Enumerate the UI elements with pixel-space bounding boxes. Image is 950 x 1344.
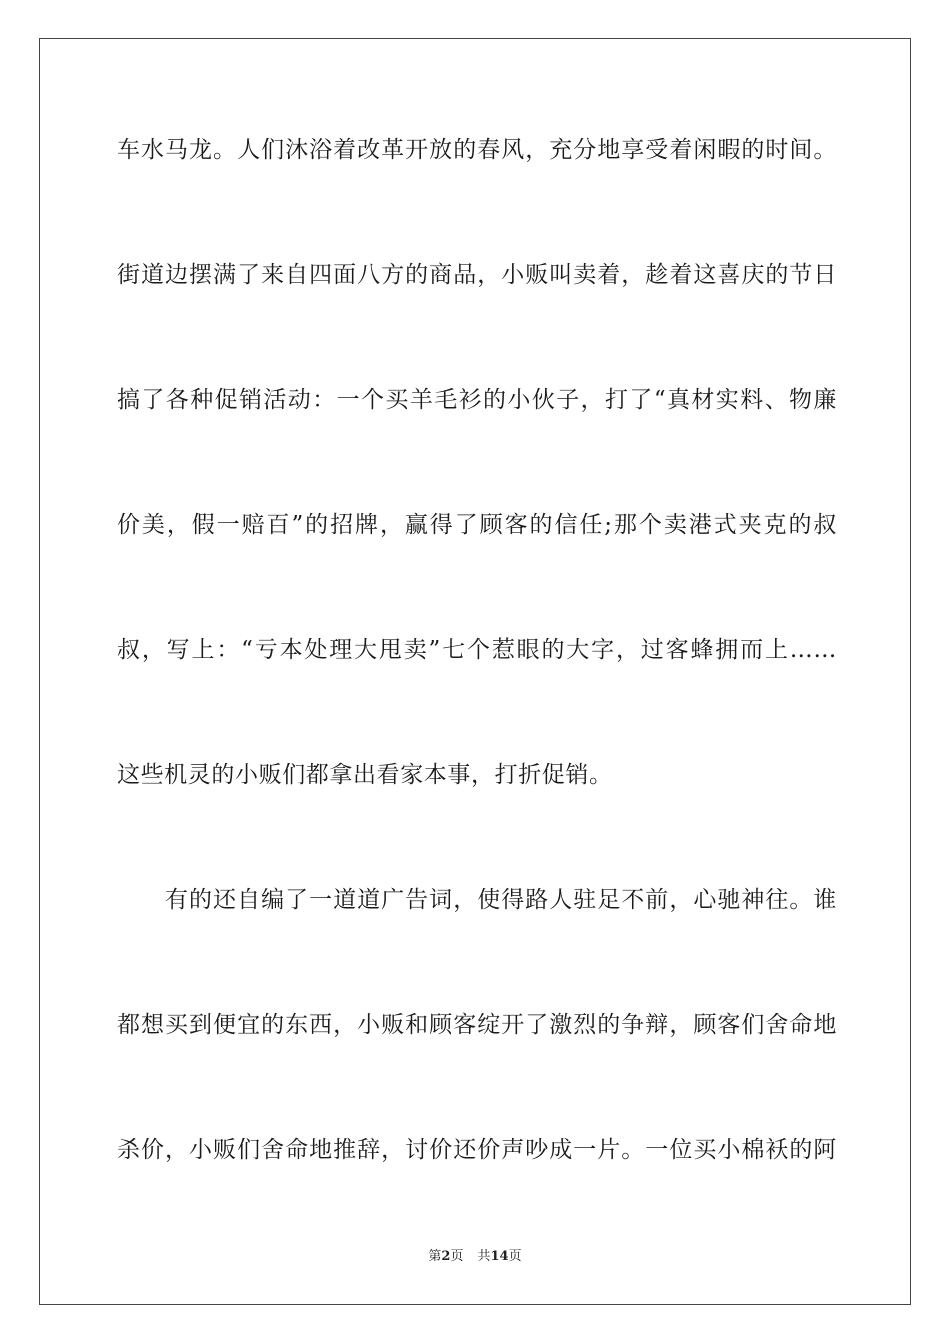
body-text-line: 都想买到便宜的东西，小贩和顾客绽开了激烈的争辩，顾客们舍命地 (117, 1012, 837, 1038)
body-text-line: 杀价，小贩们舍命地推辞，讨价还价声吵成一片。一位买小棉袄的阿 (117, 1137, 837, 1163)
page-border (39, 38, 911, 1305)
page-label-prefix: 第 (428, 1249, 442, 1264)
body-text-line: 搞了各种促销活动：一个买羊毛衫的小伙子，打了“真材实料、物廉 (117, 387, 837, 413)
page-number: 2 (441, 1249, 451, 1264)
body-text-line: 价美，假一赔百”的招牌，赢得了顾客的信任;那个卖港式夹克的叔 (117, 512, 837, 538)
body-text-line: 叔，写上：“亏本处理大甩卖”七个惹眼的大字，过客蜂拥而上…… (117, 637, 837, 663)
total-label-prefix: 共 (477, 1249, 491, 1264)
page-label-suffix: 页 (450, 1249, 464, 1264)
total-pages: 14 (490, 1249, 509, 1264)
body-text-line: 这些机灵的小贩们都拿出看家本事，打折促销。 (117, 762, 613, 788)
body-text-line: 街道边摆满了来自四面八方的商品，小贩叫卖着，趁着这喜庆的节日 (117, 262, 837, 288)
body-text-line: 有的还自编了一道道广告词，使得路人驻足不前，心驰神往。谁 (117, 887, 837, 913)
body-text-line: 车水马龙。人们沐浴着改革开放的春风，充分地享受着闲暇的时间。 (117, 137, 837, 163)
page-footer (0, 1248, 950, 1266)
total-label-suffix: 页 (508, 1249, 522, 1264)
